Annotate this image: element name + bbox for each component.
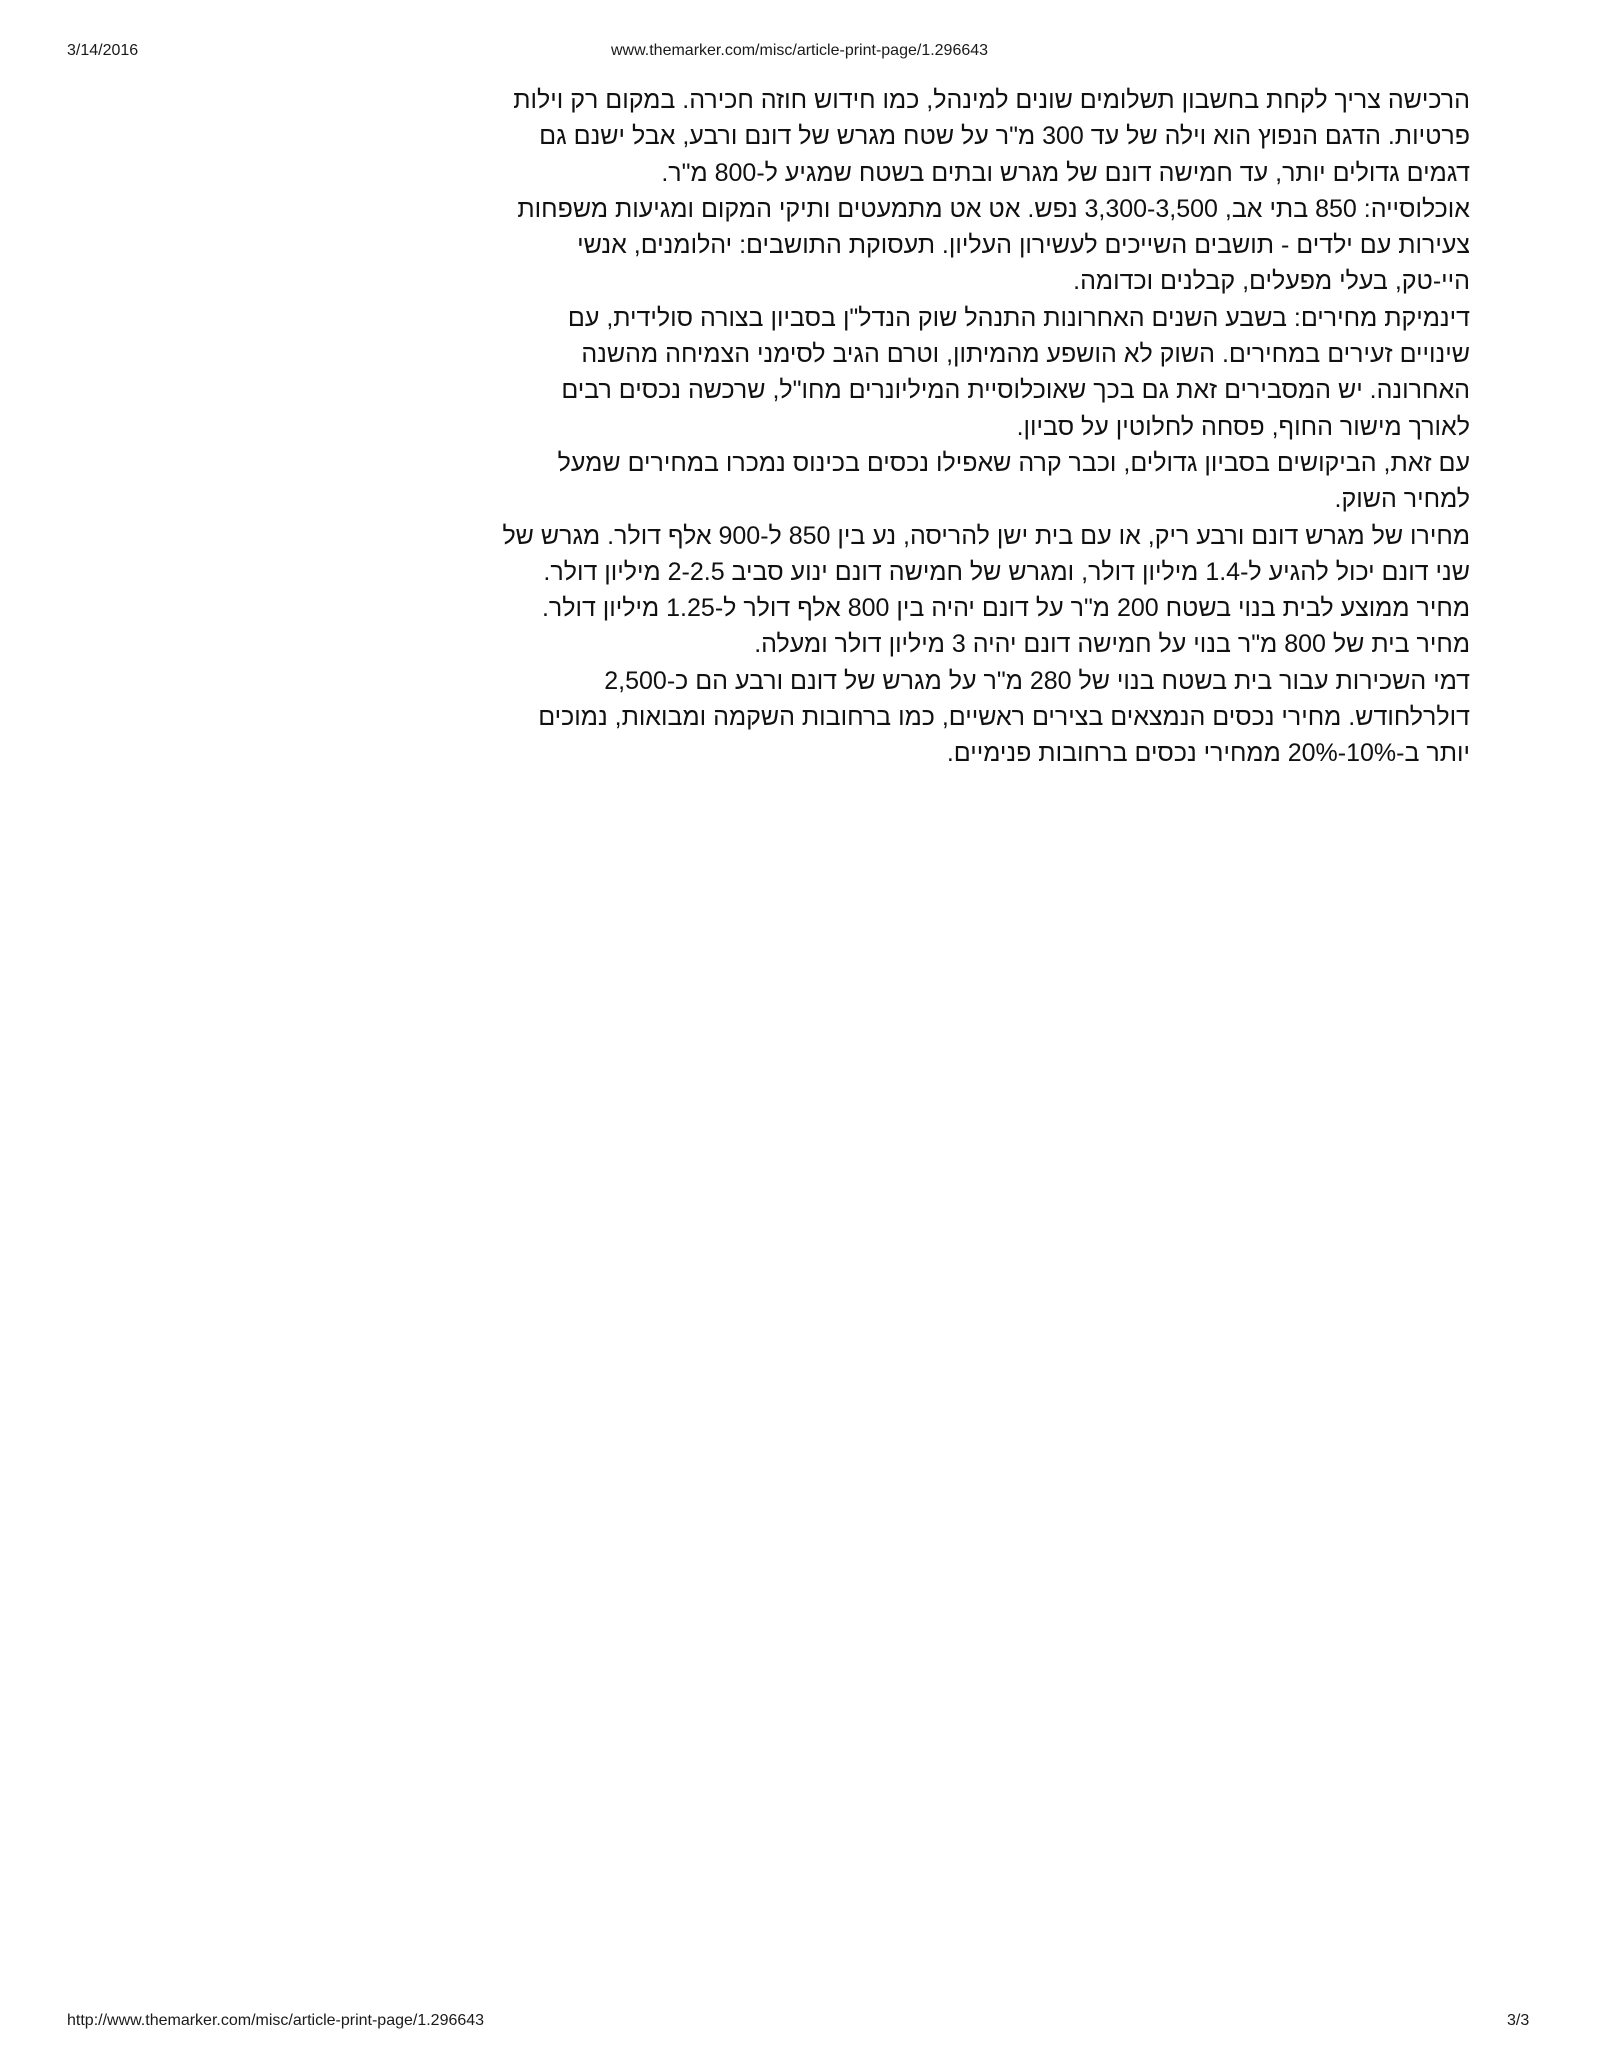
page-number: 3/3 xyxy=(1507,2012,1530,2029)
print-footer-url: http://www.themarker.com/misc/article-print-page/1.296643 xyxy=(67,2012,485,2029)
article-paragraph: דמי השכירות עבור בית בשטח בנוי של 280 מ"ר על מגרש של דונם ורבע הם כ-2,500 דולרלחודש. מחירי נכסים הנמצאים בצירים ראשיים, כמו ברחובות השקמה ומבואות, נמוכים יותר ב-10%-20% ממחירי נכסים ברחובות פנימיים. xyxy=(538,666,1470,768)
print-date: 3/14/2016 xyxy=(67,42,139,59)
print-header xyxy=(0,42,1600,66)
article-paragraph: מחיר ממוצע לבית בנוי בשטח 200 מ"ר על דונם יהיה בין 800 אלף דולר ל-1.25 מיליון דולר. מחיר בית של 800 מ"ר בנוי על חמישה דונם יהיה 3 מיליון דולר ומעלה. xyxy=(541,594,1470,659)
article-body xyxy=(500,82,1470,772)
article-paragraph: מחירו של מגרש דונם ורבע ריק, או עם בית ישן להריסה, נע בין 850 ל-900 אלף דולר. מגרש של שני דונם יכול להגיע ל-1.4 מיליון דולר, ומגרש של חמישה דונם ינוע סביב 2-2.5 מיליון דולר. xyxy=(502,521,1470,586)
print-header-url: www.themarker.com/misc/article-print-page/1.296643 xyxy=(611,42,989,59)
article-paragraph: עם זאת, הביקושים בסביון גדולים, וכבר קרה שאפילו נכסים בכינוס נמכרו במחירים שמעל למחיר השוק. xyxy=(557,448,1470,514)
print-footer xyxy=(0,2012,1600,2036)
article-paragraph: אוכלוסייה: 850 בתי אב, 3,300-3,500 נפש. אט אט מתמעטים ותיקי המקום ומגיעות משפחות צעירות עם ילדים - תושבים השייכים לעשירון העליון. תעסוקת התושבים: יהלומנים, אנשי היי-טק, בעלי מפעלים, קבלנים וכדומה. xyxy=(517,194,1470,296)
article-paragraph: דינמיקת מחירים: בשבע השנים האחרונות התנהל שוק הנדל"ן בסביון בצורה סולידית, עם שינויים זעירים במחירים. השוק לא הושפע מהמיתון, וטרם הגיב לסימני הצמיחה מהשנה האחרונה. יש המסבירים זאת גם בכך שאוכלוסיית המיליונרים מחו"ל, שרכשה נכסים רבים לאורך מישור החוף, פסחה לחלוטין על סביון. xyxy=(561,303,1470,441)
article-paragraph: הרכישה צריך לקחת בחשבון תשלומים שונים למינהל, כמו חידוש חוזה חכירה. במקום רק וילות פרטיות. הדגם הנפוץ הוא וילה של עד 300 מ"ר על שטח מגרש של דונם ורבע, אבל ישנם גם דגמים גדולים יותר, עד חמישה דונם של מגרש ובתים בשטח שמגיע ל-800 מ"ר. xyxy=(513,86,1470,187)
